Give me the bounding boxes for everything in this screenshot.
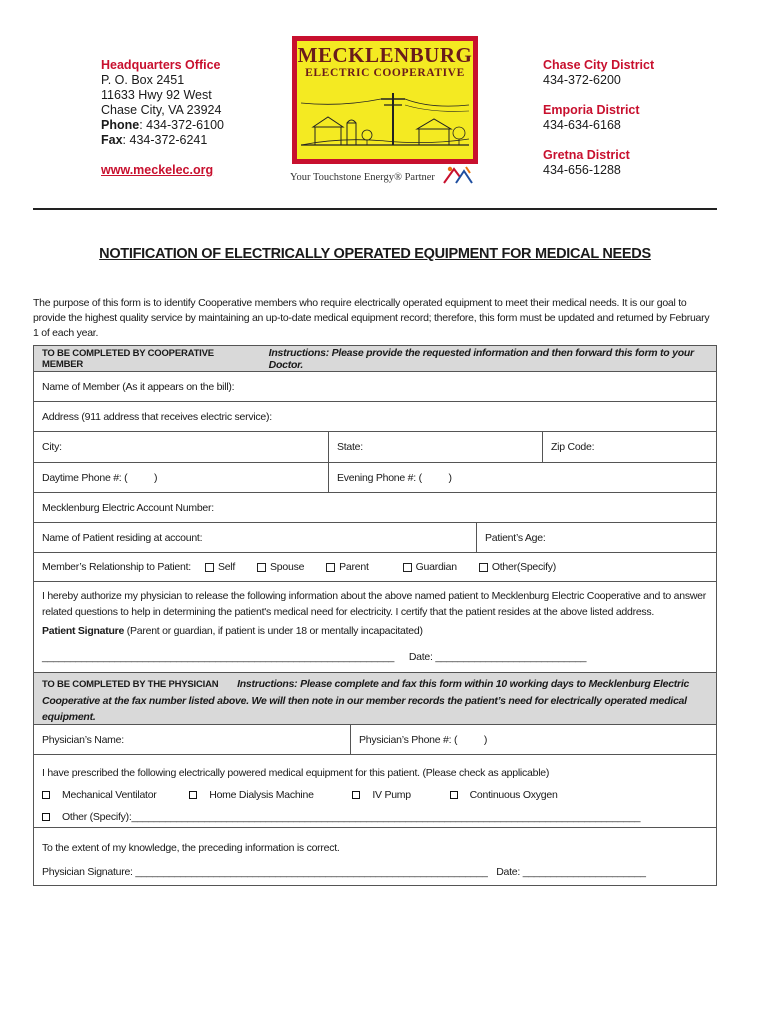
member-section-heading: TO BE COMPLETED BY COOPERATIVE MEMBER (42, 347, 214, 370)
ventilator-checkbox[interactable] (42, 791, 50, 799)
evening-phone-field[interactable] (328, 463, 716, 492)
district-phone: 434-656-1288 (543, 163, 621, 177)
form-title: NOTIFICATION OF ELECTRICALLY OPERATED EQUIPMENT FOR MEDICAL NEEDS (99, 246, 651, 262)
other-checkbox[interactable] (479, 563, 488, 572)
touchstone-energy-icon (440, 163, 476, 187)
hq-title: Headquarters Office (101, 58, 221, 72)
account-number-label: Mecklenburg Electric Account Number: (42, 501, 214, 514)
purpose-paragraph: The purpose of this form is to identify Cooperative members who require electrically operated equipment to meet their medical needs. It is our goal to provide the highest quality service by maintaining an up-to-date medical equipment record; therefore, this form must be updated and returned by February 1 of each year. (33, 297, 710, 339)
daytime-phone-label: Daytime Phone #: ( ) (42, 471, 158, 484)
city-field[interactable] (34, 432, 328, 462)
physician-phone-field[interactable] (350, 725, 716, 754)
physician-section-header (34, 672, 716, 724)
dialysis-checkbox[interactable] (189, 791, 197, 799)
state-label: State: (337, 441, 363, 453)
header-divider (33, 208, 717, 210)
account-number-row[interactable] (34, 492, 716, 522)
physician-date-field[interactable]: Date: ______________________ (496, 866, 646, 878)
parent-checkbox[interactable] (326, 563, 335, 572)
fax-label: Fax (101, 133, 123, 147)
phone-label: Phone (101, 118, 140, 132)
partner-tagline: Your Touchstone Energy® Partner (290, 172, 435, 183)
logo-panel (297, 41, 473, 159)
option-label: Guardian (415, 561, 457, 573)
zip-label: Zip Code: (551, 441, 595, 453)
option-label: Spouse (270, 561, 305, 573)
physician-instructions: Instructions: Please complete and fax this form within 10 working days to Mecklenburg Electric Cooperative at the fax number listed above. We will then note in our member records the patient’s need for electrically operated medical equipment. (42, 678, 690, 723)
relationship-label: Member’s Relationship to Patient: (42, 561, 191, 573)
physician-signature-field[interactable]: Physician Signature: _______________________________________________________________ (42, 866, 488, 878)
physician-row (34, 724, 716, 754)
option-label: Self (217, 561, 236, 573)
district-name: Gretna District (543, 148, 630, 162)
state-field[interactable] (328, 432, 542, 462)
phone-row (34, 462, 716, 492)
authorization-row (34, 581, 716, 672)
other-equipment-checkbox[interactable] (42, 813, 50, 821)
oxygen-checkbox[interactable] (450, 791, 458, 799)
equipment-row (34, 754, 716, 827)
spouse-checkbox[interactable] (257, 563, 266, 572)
other-equipment-row (42, 806, 708, 828)
physician-section-heading: TO BE COMPLETED BY THE PHYSICIAN (42, 679, 219, 690)
physician-name-field[interactable] (34, 725, 350, 754)
guardian-checkbox[interactable] (403, 563, 412, 572)
member-name-row[interactable] (34, 371, 716, 401)
district-phone: 434-372-6200 (543, 73, 621, 87)
cooperative-logo (292, 36, 478, 164)
district-name: Emporia District (543, 103, 640, 117)
patient-name-field[interactable] (34, 523, 476, 552)
self-checkbox[interactable] (205, 563, 214, 572)
hq-line: P. O. Box 2451 (101, 73, 185, 87)
certification-text: To the extent of my knowledge, the preceding information is correct. (42, 842, 340, 854)
patient-signature-line[interactable]: _______________________________________________________________ (42, 651, 395, 663)
physician-signature-row (42, 860, 708, 884)
patient-name-label: Name of Patient residing at account: (42, 531, 203, 544)
city-label: City: (42, 441, 62, 453)
farm-scene-icon (301, 83, 469, 157)
equipment-label: Home Dialysis Machine (209, 789, 314, 801)
district-offices (543, 58, 654, 178)
equipment-label: Mechanical Ventilator (62, 789, 157, 801)
medical-needs-form (33, 345, 717, 886)
hq-line: Chase City, VA 23924 (101, 103, 222, 117)
address-label: Address (911 address that receives electric service): (42, 410, 272, 423)
patient-signature-label: Patient Signature (42, 625, 125, 637)
city-state-zip-row (34, 431, 716, 462)
daytime-phone-field[interactable] (34, 463, 328, 492)
logo-title: MECKLENBURG (297, 43, 473, 67)
other-equipment-field[interactable]: Other (Specify):___________________________________________________________________________________________ (62, 811, 641, 823)
hq-line: 11633 Hwy 92 West (101, 88, 212, 102)
evening-phone-label: Evening Phone #: ( ) (337, 471, 452, 484)
equipment-label: IV Pump (372, 789, 411, 801)
option-label: Other(Specify) (491, 561, 556, 573)
logo-subtitle: ELECTRIC COOPERATIVE (305, 67, 465, 79)
patient-row (34, 522, 716, 552)
physician-name-label: Physician’s Name: (42, 733, 124, 746)
address-row[interactable] (34, 401, 716, 431)
phone-value: : 434-372-6100 (139, 118, 224, 132)
patient-signature-line-row[interactable] (42, 649, 708, 665)
equipment-label: Continuous Oxygen (469, 789, 558, 801)
patient-age-field[interactable] (476, 523, 716, 552)
fax-value: : 434-372-6241 (122, 133, 208, 147)
member-instructions: Instructions: Please provide the requested information and then forward this form to your Doctor. (268, 346, 694, 371)
website-link[interactable]: www.meckelec.org (101, 163, 214, 177)
district-phone: 434-634-6168 (543, 118, 621, 132)
patient-date-field[interactable]: Date: ___________________________ (408, 651, 587, 663)
headquarters-info (101, 58, 224, 178)
physician-phone-label: Physician’s Phone #: ( ) (359, 733, 488, 746)
patient-age-label: Patient’s Age: (485, 531, 546, 544)
prescribed-text: I have prescribed the following electrically powered medical equipment for this patient. (Please check as applicable) (42, 767, 550, 779)
zip-field[interactable] (542, 432, 716, 462)
certification-row (34, 827, 716, 885)
district-name: Chase City District (543, 58, 655, 72)
hq-fax (101, 133, 224, 148)
relationship-row (34, 552, 716, 581)
option-label: Parent (339, 561, 369, 573)
hq-phone (101, 118, 224, 133)
patient-signature-note: (Parent or guardian, if patient is under 18 or mentally incapacitated) (124, 625, 423, 637)
authorization-text: I hereby authorize my physician to release the following information about the above named patient to Mecklenburg Electric Cooperative and to answer related questions to help in determining the patient's medical need for electricity. I certify that the patient resides at the above listed address. (42, 590, 706, 618)
member-section-header (34, 346, 716, 371)
equipment-options (42, 784, 708, 806)
member-name-label: Name of Member (As it appears on the bill): (42, 380, 235, 393)
patient-signature-caption (42, 623, 708, 639)
iv-pump-checkbox[interactable] (352, 791, 360, 799)
